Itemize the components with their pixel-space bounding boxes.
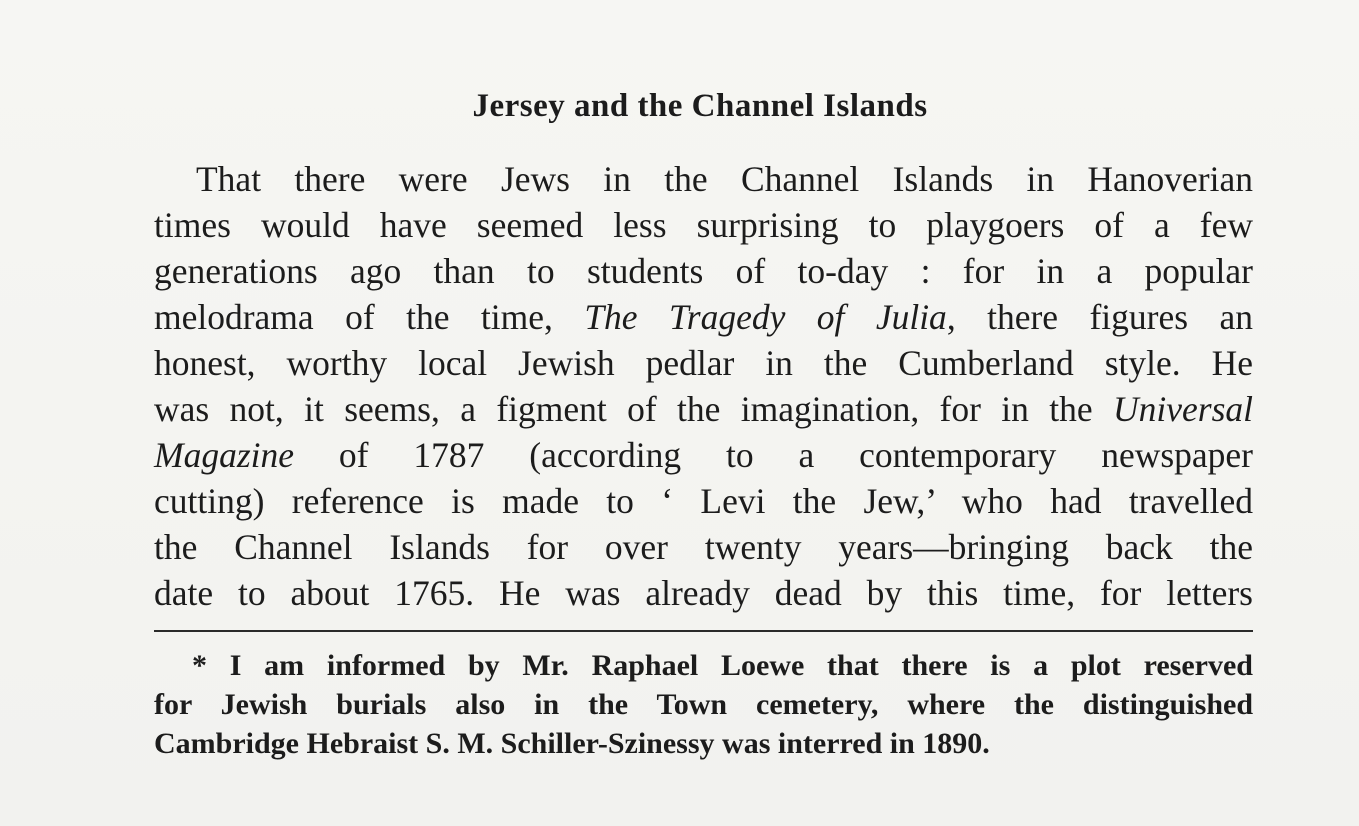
text-line: the Channel Islands for over twenty years—bringing back the [154,527,1253,567]
text-run: was not, it seems, a figment of the imagination, for in the [154,389,1113,429]
text-line [154,386,1253,432]
text-line: honest, worthy local Jewish pedlar in the Cumberland style. He [154,343,1253,383]
italic-title: Magazine [154,435,295,475]
text-run: melodrama of the time, [154,297,585,337]
text-line: That there were Jews in the Channel Islands in Hanoverian [196,159,1253,199]
text-run: , there figures an [946,297,1254,337]
footnote-line: Cambridge Hebraist S. M. Schiller-Szinessy was interred in 1890. [154,727,990,760]
text-line [154,432,1253,478]
text-run: of 1787 (according to a contemporary newspaper [294,435,1253,475]
text-line: date to about 1765. He was already dead by this time, for letters [154,573,1253,613]
footnote [154,646,1253,763]
text-line: cutting) reference is made to ‘ Levi the Jew,’ who had travelled [154,481,1253,521]
text-line [154,294,1253,340]
text-line: times would have seemed less surprising to playgoers of a few [154,205,1253,245]
italic-title: The Tragedy of Julia [584,297,947,337]
footnote-line: for Jewish burials also in the Town cemetery, where the distinguished [154,688,1253,721]
body-paragraph [154,156,1253,616]
section-heading: Jersey and the Channel Islands [472,88,928,124]
footnote-line: * I am informed by Mr. Raphael Loewe that there is a plot reserved [192,649,1253,682]
footnote-divider [154,630,1253,632]
text-line: generations ago than to students of to-day : for in a popular [154,251,1253,291]
italic-title: Universal [1112,389,1253,429]
